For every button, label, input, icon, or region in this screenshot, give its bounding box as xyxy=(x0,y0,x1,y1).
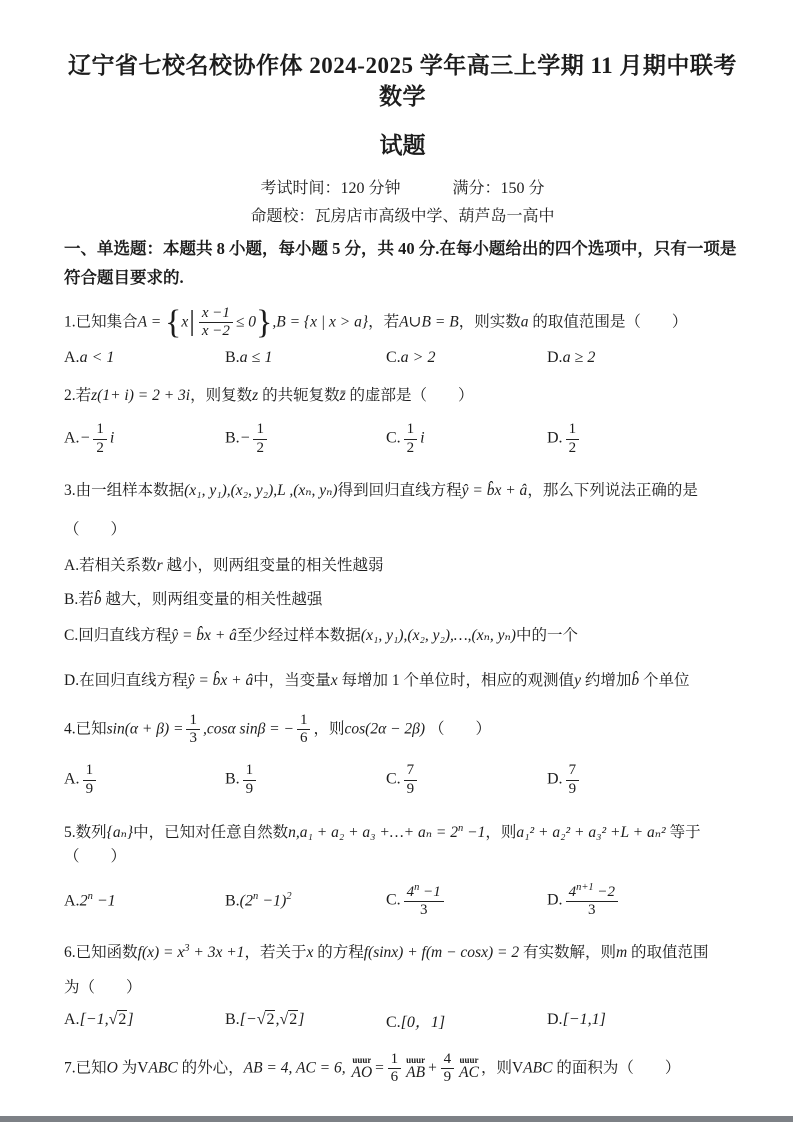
option-6d xyxy=(547,1011,606,1029)
question-2-stem xyxy=(64,384,741,408)
math-run: cos(2α − 2β) xyxy=(344,720,426,738)
radical-sign: √ xyxy=(108,1011,118,1029)
exponent: n xyxy=(87,891,93,903)
stem-text: ，则复数 xyxy=(190,387,253,405)
minus-sign: − xyxy=(239,429,251,447)
option-2c xyxy=(386,421,547,457)
option-label: B. xyxy=(225,1011,240,1029)
vector-base: AC xyxy=(459,1064,479,1082)
question-3-stem xyxy=(64,479,741,503)
fraction-numerator: 1 xyxy=(93,421,107,439)
option-6c xyxy=(386,1009,547,1032)
radicand: 2 xyxy=(118,1011,127,1029)
stem-text: 有实数解，则 xyxy=(522,943,616,961)
stem-text: 的取值范围 xyxy=(631,943,709,961)
option-4a xyxy=(64,762,225,798)
option-text: C.回归直线方程 xyxy=(64,626,172,644)
option-3a xyxy=(64,554,741,578)
math-run: ŷ = b̂x + â xyxy=(461,481,528,499)
fraction xyxy=(566,421,580,457)
exponent: 2 xyxy=(286,891,292,903)
option-4c xyxy=(386,762,547,798)
math-run: ,B = {x | x > a} xyxy=(272,313,369,331)
section-header: 一、单选题：本题共 8 小题，每小题 5 分，共 40 分.在每小题给出的四个选项中，只有一项是符合题目要求的. xyxy=(64,239,737,287)
fraction xyxy=(83,762,97,798)
option-label: C. xyxy=(386,1013,401,1031)
option-text: D.在回归直线方程 xyxy=(64,671,188,689)
page-title-line1: 辽宁省七校名校协作体 2024-2025 学年高三上学期 11 月期中联考数学 xyxy=(68,53,737,110)
question-4-options xyxy=(64,762,741,798)
math-run: n,a₁ + a₂ + a₃ +…+ aₙ = 2 xyxy=(288,824,458,842)
math-run: ] xyxy=(298,1011,305,1029)
option-1c xyxy=(386,349,547,367)
stem-text: 7.已知 xyxy=(64,1059,107,1077)
radicand: 2 xyxy=(266,1011,275,1029)
option-text: 中的一个 xyxy=(515,626,578,644)
option-2d xyxy=(547,421,582,457)
stem-text: ，若 xyxy=(368,313,400,331)
stem-text: 中，已知对任意自然数 xyxy=(133,824,289,842)
exponent: n+1 xyxy=(576,882,594,894)
math-run: (x₁, y₁),(x₂, y₂),…,(xₙ, yₙ) xyxy=(360,626,516,644)
fraction-numerator xyxy=(404,882,444,902)
option-6b xyxy=(225,1011,386,1029)
fraction-numerator: 1 xyxy=(388,1051,402,1069)
option-3b xyxy=(64,588,741,612)
option-value: a ≥ 2 xyxy=(562,349,596,367)
option-label: C. xyxy=(386,770,401,788)
question-7-stem xyxy=(64,1051,741,1087)
math-run: x xyxy=(330,671,338,689)
math-run: ,cosα sinβ = − xyxy=(202,720,294,738)
stem-text: ，则实数 xyxy=(458,313,521,331)
stem-text: ，则 xyxy=(480,1059,512,1077)
fraction xyxy=(297,712,311,748)
full-score: 满分：150 分 xyxy=(452,180,545,198)
exam-info-line xyxy=(64,175,741,198)
vector-AC xyxy=(459,1056,479,1081)
question-1-stem xyxy=(64,305,741,341)
imaginary-unit: i xyxy=(420,429,425,447)
brace-open: { xyxy=(165,304,182,341)
stem-text: 6.已知函数 xyxy=(64,943,138,961)
option-label: C. xyxy=(386,891,401,909)
math-run: [− xyxy=(239,1011,257,1029)
option-label: D. xyxy=(547,891,563,909)
stem-text: 的面积为（ ） xyxy=(556,1059,681,1077)
option-label: C. xyxy=(386,349,401,367)
math-run: + xyxy=(427,1059,438,1077)
math-run: + 3x +1 xyxy=(189,943,245,961)
option-5b xyxy=(225,891,386,910)
question-5-options xyxy=(64,882,741,920)
option-4b xyxy=(225,762,386,798)
math-run: 4 xyxy=(406,884,415,901)
math-run: sin(α + β) = xyxy=(106,720,184,738)
exam-time: 考试时间：120 分钟 xyxy=(260,180,401,198)
setter-line xyxy=(64,203,741,226)
option-text: 约增加 xyxy=(584,671,632,689)
vector-AO xyxy=(352,1056,373,1081)
stem-text: 得到回归直线方程 xyxy=(337,481,462,499)
fraction-numerator: 1 xyxy=(404,421,418,439)
stem-text: 的取值范围是（ ） xyxy=(532,313,688,331)
answer-paren: （ ） xyxy=(64,520,127,538)
math-run: ( xyxy=(239,892,245,910)
stem-text: ，若关于 xyxy=(244,943,307,961)
answer-paren: 为（ ） xyxy=(64,978,142,996)
option-1a xyxy=(64,349,225,367)
fraction-numerator: 1 xyxy=(297,712,311,730)
option-3d xyxy=(64,669,741,693)
math-run: f(sinx) + f(m − cosx) = 2 xyxy=(363,943,520,961)
fraction-denominator: 9 xyxy=(245,780,254,797)
option-6a xyxy=(64,1011,225,1029)
stem-text: 1.已知集合 xyxy=(64,313,138,331)
math-run: −1 xyxy=(463,824,486,842)
option-text: 每增加 1 个单位时，相应的观测值 xyxy=(341,671,575,689)
math-run: , xyxy=(275,1011,280,1029)
option-text: 至少经过样本数据 xyxy=(236,626,361,644)
fraction-numerator: 1 xyxy=(253,421,267,439)
math-run: ] xyxy=(127,1011,134,1029)
radical-sign: √ xyxy=(256,1011,266,1029)
radicand: 2 xyxy=(289,1011,298,1029)
fraction-denominator: 2 xyxy=(256,439,264,456)
math-run: 2 xyxy=(79,892,88,910)
math-run: a xyxy=(520,313,529,331)
math-run: {aₙ} xyxy=(106,824,134,842)
fraction xyxy=(243,762,257,798)
option-2a xyxy=(64,421,225,457)
triangle-symbol: V xyxy=(137,1059,149,1077)
option-value: [0，1] xyxy=(400,1013,446,1031)
option-text: 个单位 xyxy=(642,671,690,689)
option-label: C. xyxy=(386,429,401,447)
page-title-line2: 试题 xyxy=(379,133,426,159)
option-label: D. xyxy=(547,429,563,447)
fraction xyxy=(93,421,107,457)
fraction-numerator: 7 xyxy=(404,762,418,780)
math-run: −1 xyxy=(92,892,116,910)
math-run: y xyxy=(574,671,581,689)
option-text: 越大，则两组变量的相关性越强 xyxy=(105,590,323,608)
math-run: = xyxy=(374,1059,385,1077)
option-2b xyxy=(225,421,386,457)
math-run: ABC xyxy=(523,1059,553,1077)
fraction-denominator: 6 xyxy=(390,1069,399,1086)
vector-AB xyxy=(406,1056,425,1081)
option-label: A. xyxy=(64,892,80,910)
math-run: −1) xyxy=(258,892,287,910)
math-run: O xyxy=(106,1059,118,1077)
option-label: A. xyxy=(64,1011,80,1029)
stem-text: 5.数列 xyxy=(64,824,107,842)
fraction-denominator: x −2 xyxy=(201,323,230,340)
option-5a xyxy=(64,891,225,910)
question-4-stem xyxy=(64,712,741,748)
option-1b xyxy=(225,349,386,367)
stem-text: 2.若 xyxy=(64,387,92,405)
question-2-options xyxy=(64,421,741,457)
option-value: a < 1 xyxy=(79,349,115,367)
option-value: a > 2 xyxy=(400,349,436,367)
math-run: f(x) = x xyxy=(137,943,185,961)
question-5-stem xyxy=(64,821,741,869)
option-label: B. xyxy=(225,429,240,447)
imaginary-unit: i xyxy=(109,429,115,447)
fraction-denominator: 9 xyxy=(443,1069,452,1086)
option-label: A. xyxy=(64,429,80,447)
fraction-denominator: 2 xyxy=(96,439,104,456)
stem-text: ，则 xyxy=(313,720,345,738)
math-run: AB = 4, AC = 6, xyxy=(243,1059,346,1077)
fraction-numerator: 1 xyxy=(83,762,97,780)
option-4d xyxy=(547,762,582,798)
option-text: 中，当变量 xyxy=(253,671,331,689)
exponent: n xyxy=(458,822,464,834)
option-label: B. xyxy=(225,770,240,788)
fraction-denominator: 3 xyxy=(588,902,596,919)
fraction xyxy=(186,712,200,748)
option-text: 越小，则两组变量的相关性越弱 xyxy=(166,556,384,574)
fraction-denominator: 6 xyxy=(299,730,308,747)
minus-sign: − xyxy=(79,429,91,447)
math-run: b̂ xyxy=(631,671,640,689)
option-label: B. xyxy=(225,349,240,367)
fraction-numerator: 4 xyxy=(441,1051,455,1069)
stem-text: 为 xyxy=(121,1059,138,1077)
exponent: n xyxy=(253,891,259,903)
math-run: m xyxy=(615,943,628,961)
option-text: B.若 xyxy=(64,590,94,608)
stem-text: 的外心， xyxy=(181,1059,244,1077)
triangle-symbol: V xyxy=(511,1059,524,1077)
fraction xyxy=(388,1051,402,1087)
exponent: 3 xyxy=(184,942,190,954)
question-6-paren xyxy=(64,976,741,1000)
fraction-numerator: x −1 xyxy=(199,305,233,323)
stem-text: 等于（ ） xyxy=(64,824,701,866)
exponent: n xyxy=(414,882,420,894)
stem-text: ，则 xyxy=(485,824,517,842)
vector-base: AO xyxy=(351,1064,373,1082)
setter-schools: 命题校：瓦房店市高级中学、葫芦岛一高中 xyxy=(250,208,555,226)
math-run: a₁² + a₂² + a₃² +L + aₙ² xyxy=(516,824,666,842)
option-1d xyxy=(547,349,595,367)
math-run: 2 xyxy=(245,892,253,910)
math-run: A∪B = B xyxy=(399,313,459,331)
option-label: A. xyxy=(64,349,80,367)
vector-base: AB xyxy=(406,1064,426,1082)
question-3-paren xyxy=(64,518,741,542)
math-run: ABC xyxy=(148,1059,178,1077)
vector-arrow: uuur xyxy=(406,1056,426,1066)
stem-text: 的虚部是（ ） xyxy=(349,387,474,405)
fraction-numerator xyxy=(566,882,618,902)
stem-text: 的共轭复数 xyxy=(262,387,340,405)
answer-paren: （ ） xyxy=(428,720,491,738)
question-1-options xyxy=(64,349,741,367)
fraction xyxy=(441,1051,455,1087)
math-run: −2 xyxy=(593,884,616,901)
fraction-denominator: 2 xyxy=(406,439,415,456)
stem-text: 4.已知 xyxy=(64,720,107,738)
stem-text: ，那么下列说法正确的是 xyxy=(527,481,698,499)
math-run: A = xyxy=(137,313,162,331)
window-bottom-edge xyxy=(0,1116,793,1122)
vector-arrow: uuur xyxy=(459,1056,479,1066)
math-run: r xyxy=(156,556,163,574)
brace-close: } xyxy=(256,304,273,341)
fraction-numerator: 1 xyxy=(186,712,200,730)
math-run: 4 xyxy=(568,884,577,901)
option-label: A. xyxy=(64,770,80,788)
fraction-denominator: 3 xyxy=(419,902,428,919)
option-value: [−1,1] xyxy=(562,1011,606,1029)
stem-text: 的方程 xyxy=(317,943,364,961)
math-run: x xyxy=(181,313,189,331)
radical-sign: √ xyxy=(279,1011,289,1029)
vector-arrow: uuur xyxy=(352,1056,372,1066)
math-run: z(1+ i) = 2 + 3i xyxy=(91,387,191,405)
math-run: b̂ xyxy=(93,590,102,608)
set-bar: | xyxy=(189,306,195,338)
fraction-numerator: 1 xyxy=(566,421,580,439)
option-5c xyxy=(386,882,547,920)
option-label: B. xyxy=(225,892,240,910)
math-run: [−1, xyxy=(79,1011,109,1029)
fraction xyxy=(404,421,418,457)
fraction-denominator: 3 xyxy=(189,730,197,747)
math-run: −1 xyxy=(419,884,441,901)
fraction xyxy=(566,882,618,920)
math-run: x xyxy=(306,943,314,961)
question-6-stem xyxy=(64,941,741,965)
fraction xyxy=(404,762,418,798)
option-value: a ≤ 1 xyxy=(239,349,273,367)
math-run: (x₁, y₁),(x₂, y₂),L ,(xₙ, yₙ) xyxy=(184,481,338,499)
math-run: ≤ 0 xyxy=(235,313,257,331)
option-label: D. xyxy=(547,349,563,367)
fraction-denominator: 9 xyxy=(406,780,415,797)
option-5d xyxy=(547,882,621,920)
option-3c xyxy=(64,624,741,648)
math-run: ŷ = b̂x + â xyxy=(187,671,254,689)
fraction-denominator: 9 xyxy=(85,780,94,797)
stem-text: 3.由一组样本数据 xyxy=(64,481,185,499)
math-run: ŷ = b̂x + â xyxy=(171,626,237,644)
option-label: D. xyxy=(547,770,563,788)
option-label: D. xyxy=(547,1011,563,1029)
fraction-denominator: 9 xyxy=(568,780,577,797)
fraction xyxy=(566,762,580,798)
fraction-numerator: 1 xyxy=(243,762,257,780)
math-run: z̄ xyxy=(339,387,346,405)
option-text: A.若相关系数 xyxy=(64,556,157,574)
fraction-numerator: 7 xyxy=(566,762,580,780)
fraction xyxy=(253,421,267,457)
fraction-denominator: 2 xyxy=(568,439,577,456)
fraction xyxy=(404,882,444,920)
fraction xyxy=(199,305,233,341)
math-run: z xyxy=(252,387,259,405)
question-6-options xyxy=(64,1009,741,1032)
